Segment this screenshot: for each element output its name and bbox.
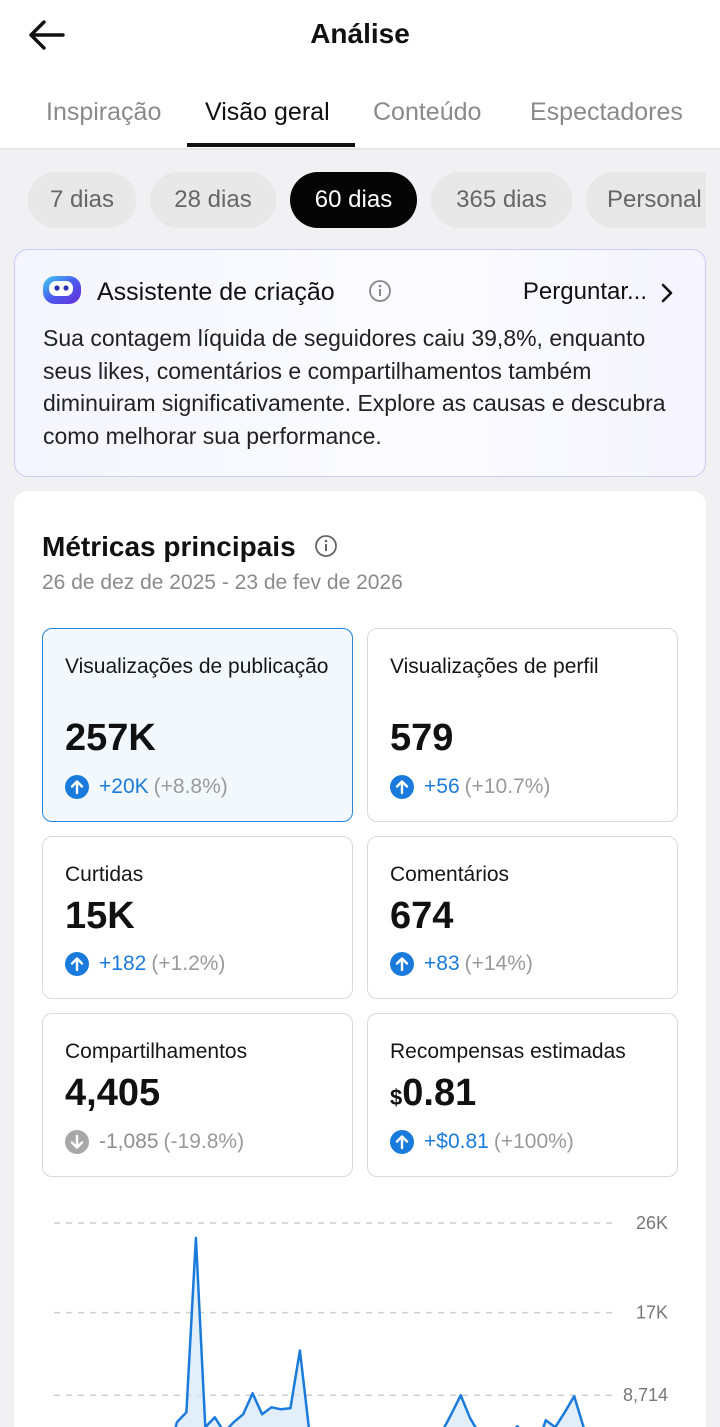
info-icon[interactable] (368, 279, 392, 303)
metric-value: 579 (390, 717, 454, 759)
metric-value: 4,405 (65, 1072, 161, 1114)
post-views-chart (14, 1191, 706, 1427)
metric-label: Visualizações de perfil (390, 655, 599, 678)
arrow-up-circle-icon (65, 775, 89, 799)
metric-delta: +20K (+8.8%) (65, 775, 228, 799)
metric-tile-post-views[interactable] (42, 628, 353, 822)
arrow-up-circle-icon (65, 952, 89, 976)
metric-tile-comments[interactable] (367, 836, 678, 999)
metric-value: 15K (65, 895, 135, 937)
metric-delta: +56 (+10.7%) (390, 775, 550, 799)
key-metrics-card (14, 491, 706, 1427)
app-header (0, 0, 720, 150)
metric-delta: +$0.81 (+100%) (390, 1130, 574, 1154)
arrow-up-circle-icon (390, 775, 414, 799)
metric-delta: -1,085 (-19.8%) (65, 1130, 244, 1154)
arrow-up-circle-icon (390, 1130, 414, 1154)
metric-tile-estimated-rewards[interactable] (367, 1013, 678, 1177)
metric-tile-profile-views[interactable] (367, 628, 678, 822)
metric-label: Comentários (390, 863, 510, 886)
tab-espectadores[interactable]: Espectadores (530, 98, 683, 126)
metrics-title: Métricas principais (42, 531, 296, 562)
metric-value: $0.81 (390, 1072, 477, 1114)
metric-label: Compartilhamentos (65, 1040, 248, 1063)
ask-assistant-link[interactable]: Perguntar... (522, 278, 647, 305)
arrow-up-circle-icon (390, 952, 414, 976)
chevron-right-icon[interactable] (659, 281, 675, 305)
series-line (54, 1238, 612, 1427)
page-title: Análise (310, 18, 410, 49)
metrics-date-range: 26 de dez de 2025 - 23 de fev de 2026 (42, 571, 403, 594)
range-custom-chip[interactable]: Personal (586, 172, 706, 228)
metric-tile-likes[interactable] (42, 836, 353, 999)
metric-label: Visualizações de publicação (65, 655, 329, 678)
metric-delta: +83 (+14%) (390, 952, 533, 976)
tab-conteudo[interactable]: Conteúdo (373, 98, 482, 126)
creation-assistant-card[interactable] (14, 249, 706, 477)
metric-value: 674 (390, 895, 454, 937)
info-icon[interactable] (314, 534, 338, 558)
active-tab-indicator (187, 143, 355, 147)
metric-label: Curtidas (65, 863, 144, 886)
tab-inspiracao[interactable]: Inspiração (46, 98, 162, 126)
y-tick-label: 8,714 (622, 1385, 668, 1406)
tab-bar (0, 98, 720, 150)
series-area (54, 1238, 612, 1427)
metric-delta: +182 (+1.2%) (65, 952, 225, 976)
range-365-days-chip[interactable]: 365 dias (431, 172, 572, 228)
arrow-down-circle-icon (65, 1130, 89, 1154)
y-tick-label: 17K (635, 1302, 668, 1323)
range-7-days-chip[interactable]: 7 dias (28, 172, 136, 228)
range-28-days-chip[interactable]: 28 dias (150, 172, 276, 228)
range-60-days-chip[interactable]: 60 dias (290, 172, 417, 228)
metric-value: 257K (65, 717, 156, 759)
metric-label: Recompensas estimadas (390, 1040, 626, 1063)
assistant-robot-icon (43, 274, 83, 306)
tab-visao-geral[interactable]: Visão geral (205, 98, 330, 126)
assistant-title: Assistente de criação (97, 278, 335, 306)
assistant-message: Sua contagem líquida de seguidores caiu 39,8%, enquanto seus likes, comentários e compartilhamentos também diminuiram significativamente. Explore as causas e descubra como melhorar sua performance. (43, 325, 666, 449)
y-tick-label: 26K (635, 1213, 668, 1233)
metric-tile-shares[interactable] (42, 1013, 353, 1177)
date-range-selector (0, 172, 706, 228)
